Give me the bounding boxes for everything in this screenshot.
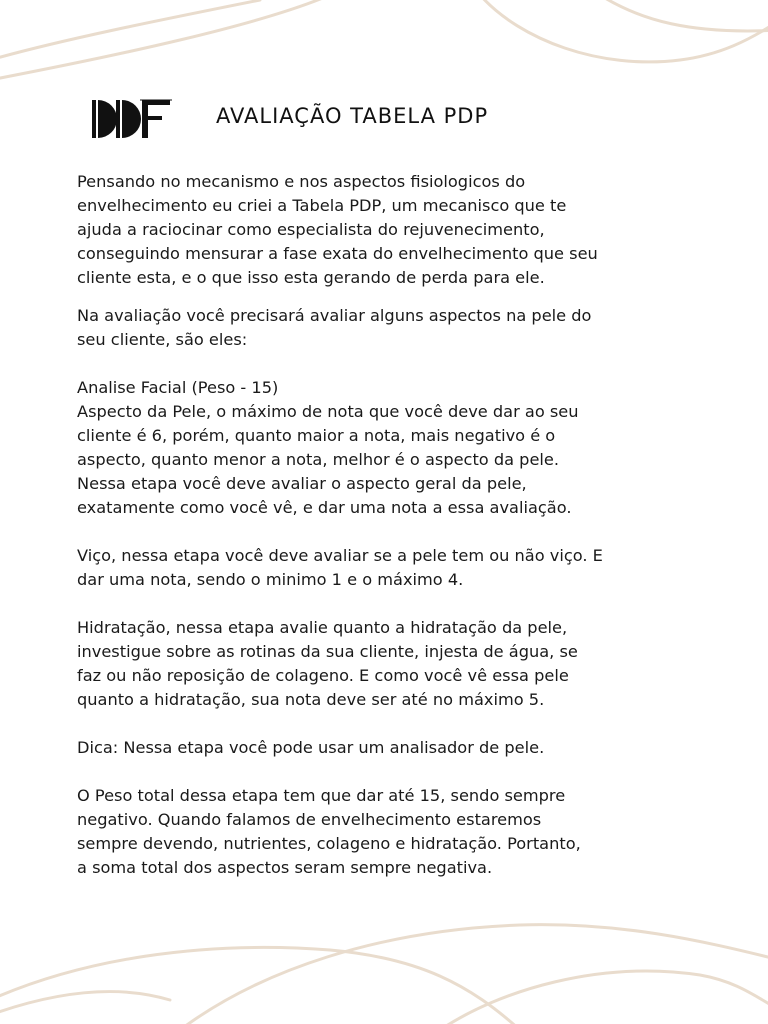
- intro-paragraph: Pensando no mecanismo e nos aspectos fisiologicos do envelhecimento eu criei a Tabela PDP, um mecanisco que te ajuda a raciocinar como especialista do rejuvenecimento, conseguindo mensurar a fase exata do envelhecimento que seu cliente esta, e o que isso esta gerando de perda para ele.: [77, 172, 598, 287]
- facial-analysis-paragraph: Analise Facial (Peso - 15) Aspecto da Pele, o máximo de nota que você deve dar ao seu cliente é 6, porém, quanto maior a nota, mais negativo é o aspecto, quanto menor a nota, melhor é o aspecto da pele. Nessa etapa você deve avaliar o aspecto geral da pele, exatamente como você vê, e dar uma nota a essa avaliação.: [77, 378, 579, 517]
- page-title: AVALIAÇÃO TABELA PDP: [216, 104, 489, 128]
- total-weight-paragraph: O Peso total dessa etapa tem que dar até 15, sendo sempre negativo. Quando falamos de envelhecimento estaremos sempre devendo, nutrientes, colageno e hidratação. Portanto, a soma total dos aspectos seram sempre negativa.: [77, 786, 581, 877]
- evaluation-paragraph: Na avaliação você precisará avaliar alguns aspectos na pele do seu cliente, são eles:: [77, 306, 592, 349]
- vico-paragraph: Viço, nessa etapa você deve avaliar se a pele tem ou não viço. E dar uma nota, sendo o minimo 1 e o máximo 4.: [77, 546, 603, 589]
- tip-paragraph: Dica: Nessa etapa você pode usar um analisador de pele.: [77, 738, 545, 757]
- hidratacao-paragraph: Hidratação, nessa etapa avalie quanto a hidratação da pele, investigue sobre as rotinas da sua cliente, injesta de água, se faz ou não reposição de colageno. E como você vê essa pele quanto a hidratação, sua nota deve ser até no máximo 5.: [77, 618, 578, 709]
- ddf-monogram-logo-icon: [90, 98, 174, 142]
- header: [90, 98, 710, 142]
- document-body: [77, 170, 702, 880]
